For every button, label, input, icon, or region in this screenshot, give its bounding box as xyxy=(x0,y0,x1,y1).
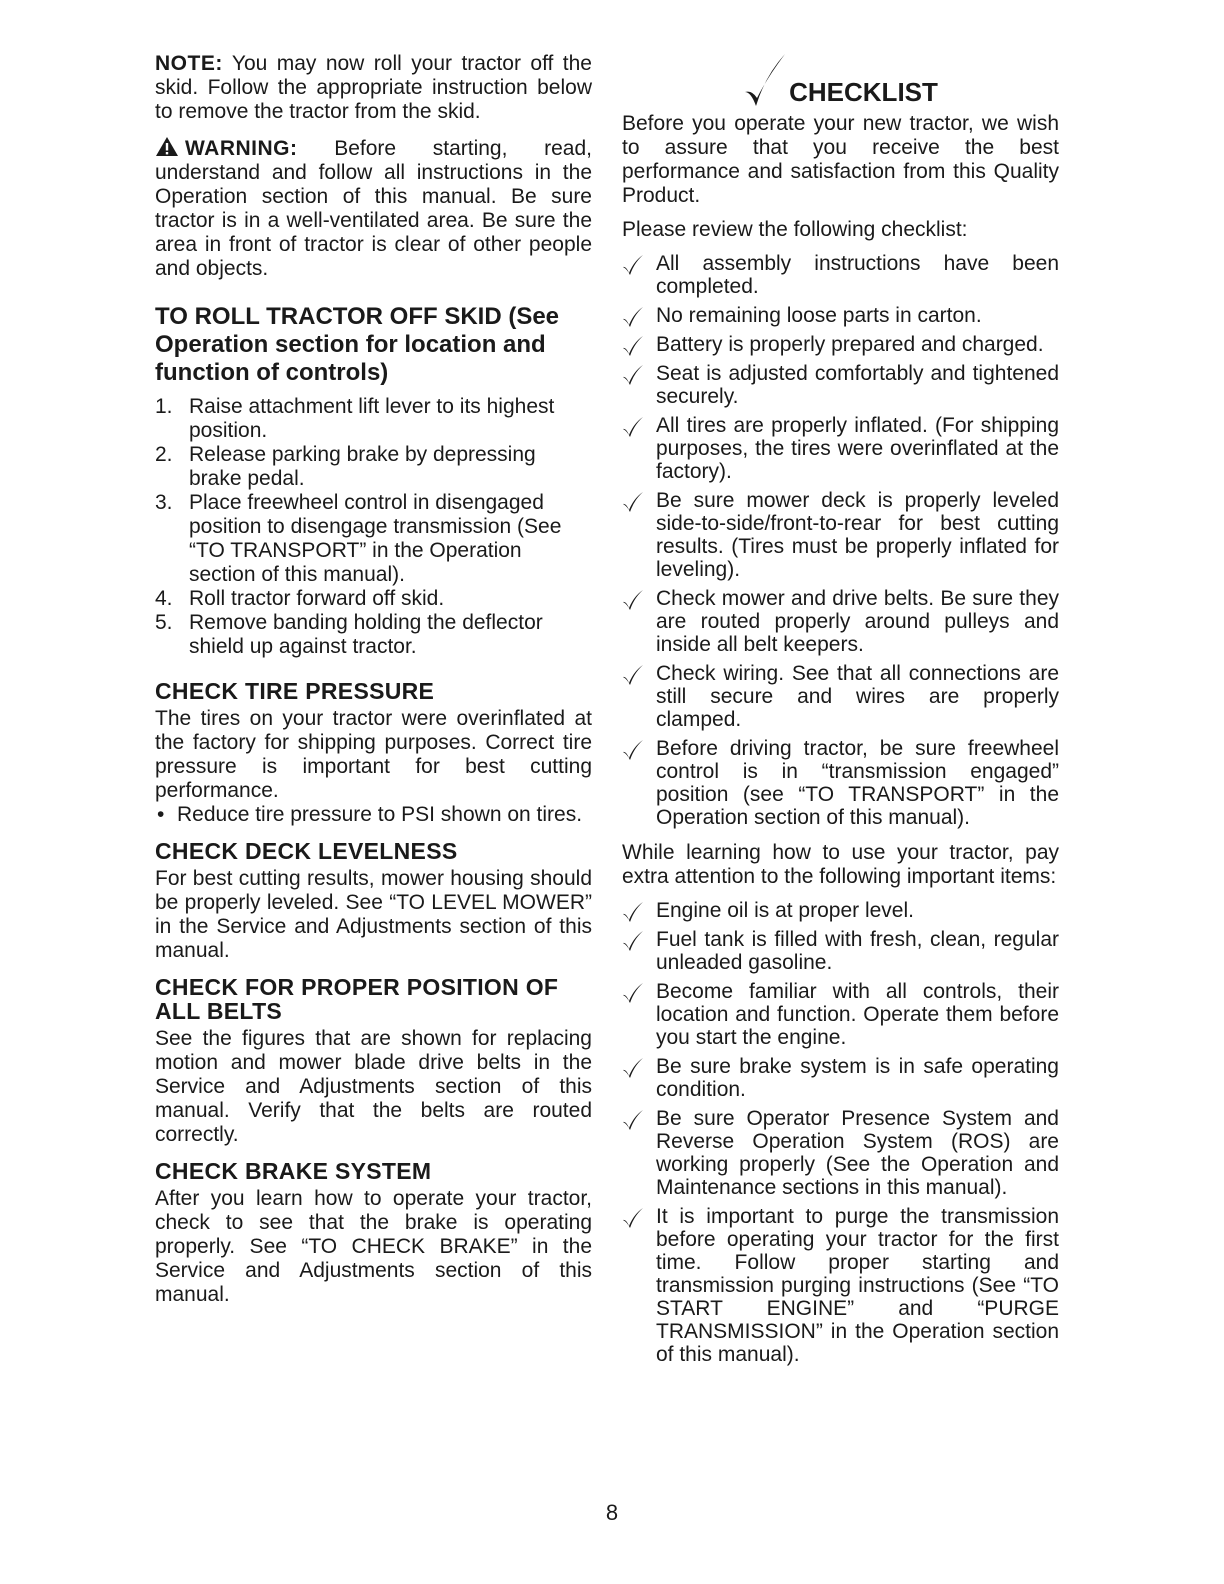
check-text: No remaining loose parts in carton. xyxy=(656,304,982,327)
step-text: Release parking brake by depressing brake pedal. xyxy=(189,443,536,490)
check-icon xyxy=(622,589,644,611)
roll-off-skid-heading: TO ROLL TRACTOR OFF SKID (See Operation section for location and function of controls) xyxy=(155,303,560,386)
brake-text: After you learn how to operate your tractor, check to see that the brake is operating properly. See “TO CHECK BRAKE” in the Service and Adjustments section of this manual. xyxy=(155,1187,592,1306)
deck-levelness-text: For best cutting results, mower housing should be properly leveled. See “TO LEVEL MOWER” in the Service and Adjustments section of this manual. xyxy=(155,867,592,962)
warning-text: Before starting, read, understand and follow all instructions in the Operation section of this manual. Be sure tractor is in a well-ventilated area. Be sure the area in front of tractor is clear of other people and objects. xyxy=(155,137,592,280)
checklist-title xyxy=(622,52,1059,110)
checklist-item xyxy=(622,489,1059,581)
check-icon xyxy=(622,306,644,328)
warning-label: WARNING: xyxy=(185,137,298,160)
step-number: 1. xyxy=(155,395,173,418)
checklist-item xyxy=(622,304,1059,327)
belts-text: See the figures that are shown for replacing motion and mower blade drive belts in the Service and Adjustments section of this manual. Verify that the belts are routed correctly. xyxy=(155,1027,592,1146)
check-icon xyxy=(622,335,644,357)
checklist-item xyxy=(622,928,1059,974)
left-column xyxy=(155,52,592,1307)
tire-pressure-text: The tires on your tractor were overinflated at the factory for shipping purposes. Correct tire pressure is important for best cutting performance. xyxy=(155,707,592,802)
check-icon xyxy=(622,491,644,513)
check-icon xyxy=(622,1207,644,1229)
check-icon xyxy=(622,1109,644,1131)
roll-step xyxy=(155,395,592,443)
checklist-item xyxy=(622,1055,1059,1101)
check-icon xyxy=(622,901,644,923)
checklist-item xyxy=(622,737,1059,829)
checklist-item xyxy=(622,333,1059,356)
check-icon xyxy=(622,364,644,386)
check-text: Become familiar with all controls, their location and function. Operate them before you start the engine. xyxy=(656,980,1059,1049)
checklist-item xyxy=(622,252,1059,298)
roll-step xyxy=(155,611,592,659)
note-label: NOTE: xyxy=(155,52,223,75)
learning-intro: While learning how to use your tractor, pay extra attention to the following important items: xyxy=(622,841,1059,888)
check-text: Fuel tank is filled with fresh, clean, regular unleaded gasoline. xyxy=(656,928,1059,974)
checklist-item xyxy=(622,980,1059,1049)
check-icon xyxy=(622,930,644,952)
checklist-item xyxy=(622,1205,1059,1366)
check-icon xyxy=(622,982,644,1004)
check-text: Check mower and drive belts. Be sure they are routed properly around pulleys and inside all belt keepers. xyxy=(656,587,1059,656)
roll-step xyxy=(155,587,592,611)
tire-pressure-heading: CHECK TIRE PRESSURE xyxy=(155,678,435,704)
page-number: 8 xyxy=(605,1500,619,1525)
note-text: You may now roll your tractor off the skid. Follow the appropriate instruction below to remove the tractor from the skid. xyxy=(155,52,592,123)
brake-heading: CHECK BRAKE SYSTEM xyxy=(155,1158,432,1184)
checklist-item xyxy=(622,899,1059,922)
checklist-item xyxy=(622,1107,1059,1199)
check-text: Before driving tractor, be sure freewheel control is in “transmission engaged” position (see “TO TRANSPORT” in the Operation section of this manual). xyxy=(656,737,1059,829)
step-text: Roll tractor forward off skid. xyxy=(189,587,445,610)
check-icon xyxy=(622,416,644,438)
bullet-dot: • xyxy=(157,803,165,826)
check-text: It is important to purge the transmission before operating your tractor for the first time. Follow proper starting and transmission purging instructions (See “TO START ENGINE” and “PURGE TRANSMISSION” in the Operation section of this manual). xyxy=(656,1205,1059,1366)
step-number: 4. xyxy=(155,587,173,610)
warning-paragraph xyxy=(155,136,592,281)
step-number: 2. xyxy=(155,443,173,466)
checklist-item xyxy=(622,662,1059,731)
roll-step xyxy=(155,443,592,491)
warning-triangle-icon xyxy=(155,136,179,157)
roll-step xyxy=(155,491,592,587)
checklist-items xyxy=(622,252,1059,829)
check-text: Be sure Operator Presence System and Reverse Operation System (ROS) are working properly (See the Operation and Maintenance sections in this manual). xyxy=(656,1107,1059,1199)
check-text: Be sure brake system is in safe operating condition. xyxy=(656,1055,1059,1101)
check-icon xyxy=(622,254,644,276)
checklist-item xyxy=(622,414,1059,483)
belts-heading: CHECK FOR PROPER POSITION OF ALL BELTS xyxy=(155,974,559,1024)
check-text: Battery is properly prepared and charged. xyxy=(656,333,1044,356)
checklist-item xyxy=(622,362,1059,408)
step-number: 5. xyxy=(155,611,173,634)
checkmark-icon xyxy=(743,52,787,110)
checklist-review: Please review the following checklist: xyxy=(622,218,968,241)
tire-bullet-text: Reduce tire pressure to PSI shown on tires. xyxy=(177,803,583,826)
check-text: All tires are properly inflated. (For shipping purposes, the tires were overinflated at the factory). xyxy=(656,414,1059,483)
checklist-heading: CHECKLIST xyxy=(789,77,938,107)
check-icon xyxy=(622,664,644,686)
check-text: Check wiring. See that all connections are still secure and wires are properly clamped. xyxy=(656,662,1059,731)
step-text: Remove banding holding the deflector shield up against tractor. xyxy=(189,611,543,658)
step-number: 3. xyxy=(155,491,173,514)
checklist-item xyxy=(622,587,1059,656)
learning-items xyxy=(622,899,1059,1366)
deck-levelness-heading: CHECK DECK LEVELNESS xyxy=(155,838,458,864)
note-paragraph xyxy=(155,52,592,124)
check-text: Engine oil is at proper level. xyxy=(656,899,914,922)
check-icon xyxy=(622,1057,644,1079)
roll-steps-list xyxy=(155,395,592,659)
step-text: Raise attachment lift lever to its highest position. xyxy=(189,395,555,442)
step-text: Place freewheel control in disengaged position to disengage transmission (See “TO TRANSPORT” in the Operation section of this manual). xyxy=(189,491,562,586)
check-text: Seat is adjusted comfortably and tightened securely. xyxy=(656,362,1059,408)
check-text: All assembly instructions have been completed. xyxy=(656,252,1059,298)
check-text: Be sure mower deck is properly leveled side-to-side/front-to-rear for best cutting results. (Tires must be properly inflated for leveling). xyxy=(656,489,1059,581)
checklist-intro: Before you operate your new tractor, we wish to assure that you receive the best performance and satisfaction from this Quality Product. xyxy=(622,112,1059,207)
tire-pressure-bullet xyxy=(155,803,592,827)
right-column xyxy=(622,52,1059,1378)
check-icon xyxy=(622,739,644,761)
